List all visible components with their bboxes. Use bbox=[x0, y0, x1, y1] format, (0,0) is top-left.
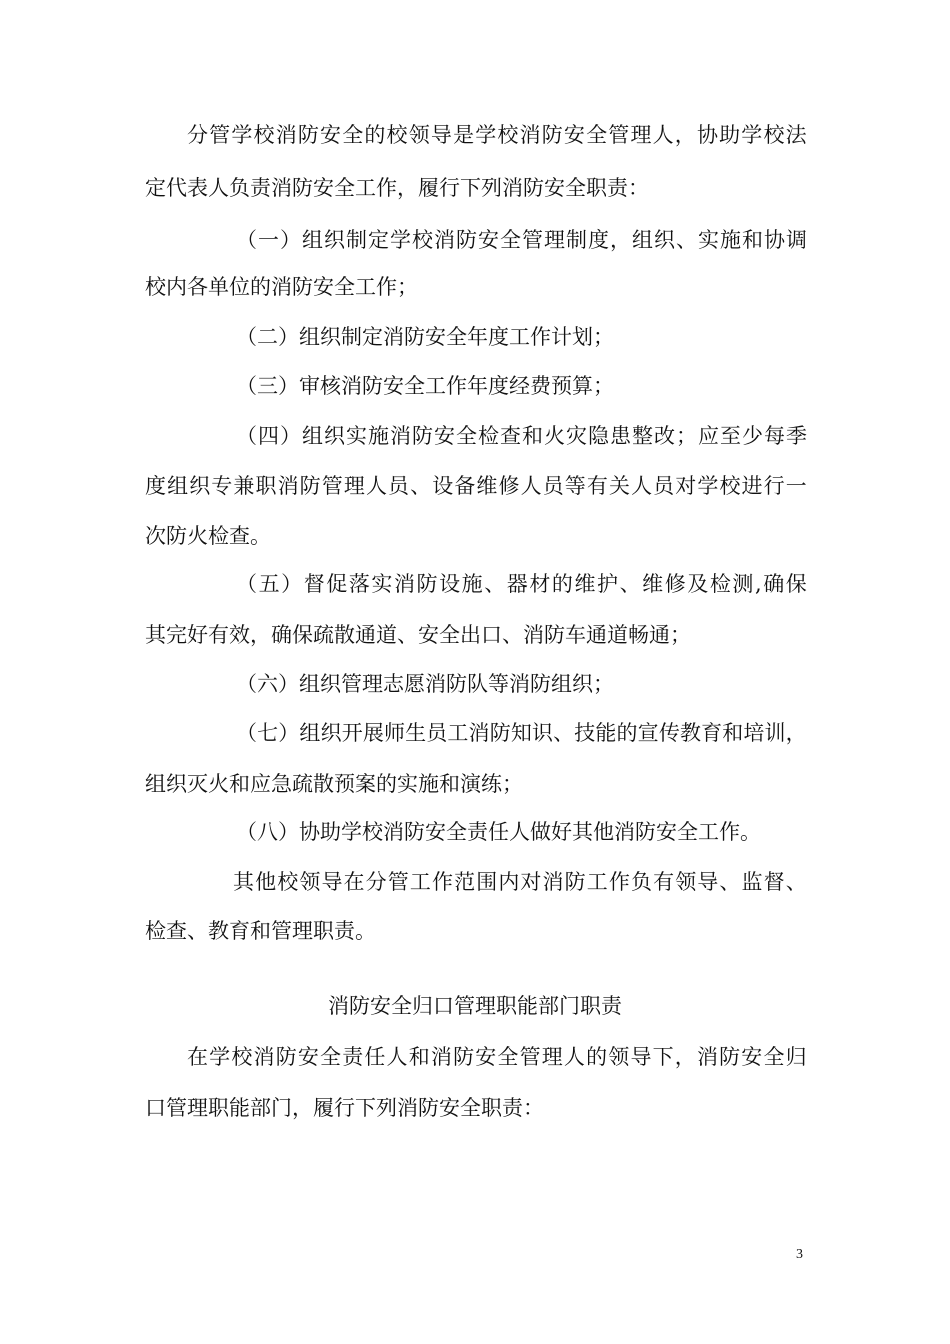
item-1-line-2: 校内各单位的消防安全工作； bbox=[145, 275, 418, 299]
item-7-line-2: 组织灭火和应急疏散预案的实施和演练； bbox=[145, 772, 523, 796]
item-2-line-1: （二）组织制定消防安全年度工作计划； bbox=[236, 325, 614, 349]
section-paragraph-line-2: 口管理职能部门，履行下列消防安全职责： bbox=[145, 1096, 544, 1120]
item-1-line-1: （ 一 ） 组 织 制 定 学 校 消 防 安 全 管 理 制 度 ， 组 织 、 实 施 和 协 调 bbox=[236, 228, 807, 252]
item-6-line-1: （六）组织管理志愿消防队等消防组织； bbox=[236, 672, 614, 696]
section-paragraph-line-1: 在 学 校 消 防 安 全 责 任 人 和 消 防 安 全 管 理 人 的 领 导 下 ， 消 防 安 全 归 bbox=[187, 1045, 807, 1069]
item-8-line-1: （八）协助学校消防安全责任人做好其他消防安全工作。 bbox=[236, 820, 761, 844]
page-number: 3 bbox=[796, 1247, 803, 1262]
item-4-line-1: （ 四 ） 组 织 实 施 消 防 安 全 检 查 和 火 灾 隐 患 整 改 ； 应 至 少 每 季 bbox=[236, 424, 807, 448]
other-leaders-line-2: 检查、教育和管理职责。 bbox=[145, 919, 376, 943]
item-5-line-1: （ 五 ） 督 促 落 实 消 防 设 施 、 器 材 的 维 护 、 维 修 及 检 测 , 确 保 bbox=[236, 572, 807, 596]
paragraph-1-line-2: 定代表人负责消防安全工作，履行下列消防安全职责： bbox=[145, 176, 649, 200]
item-5-line-2: 其完好有效，确保疏散通道、安全出口、消防车通道畅通； bbox=[145, 623, 691, 647]
other-leaders-line-1: 其 他 校 领 导 在 分 管 工 作 范 围 内 对 消 防 工 作 负 有 领 导 、 监 督 、 bbox=[233, 870, 807, 894]
section-heading: 消防安全归口管理职能部门职责 bbox=[328, 994, 622, 1018]
item-3-line-1: （三）审核消防安全工作年度经费预算； bbox=[236, 374, 614, 398]
item-4-line-2: 度 组 织 专 兼 职 消 防 管 理 人 员 、 设 备 维 修 人 员 等 有 关 人 员 对 学 校 进 行 一 bbox=[145, 474, 807, 498]
item-4-line-3: 次防火检查。 bbox=[145, 524, 271, 548]
item-7-line-1: （ 七 ） 组 织 开 展 师 生 员 工 消 防 知 识 、 技 能 的 宣 传 教 育 和 培 训 ， bbox=[236, 721, 807, 745]
paragraph-1-line-1: 分 管 学 校 消 防 安 全 的 校 领 导 是 学 校 消 防 安 全 管 理 人 ， 协 助 学 校 法 bbox=[187, 123, 807, 147]
